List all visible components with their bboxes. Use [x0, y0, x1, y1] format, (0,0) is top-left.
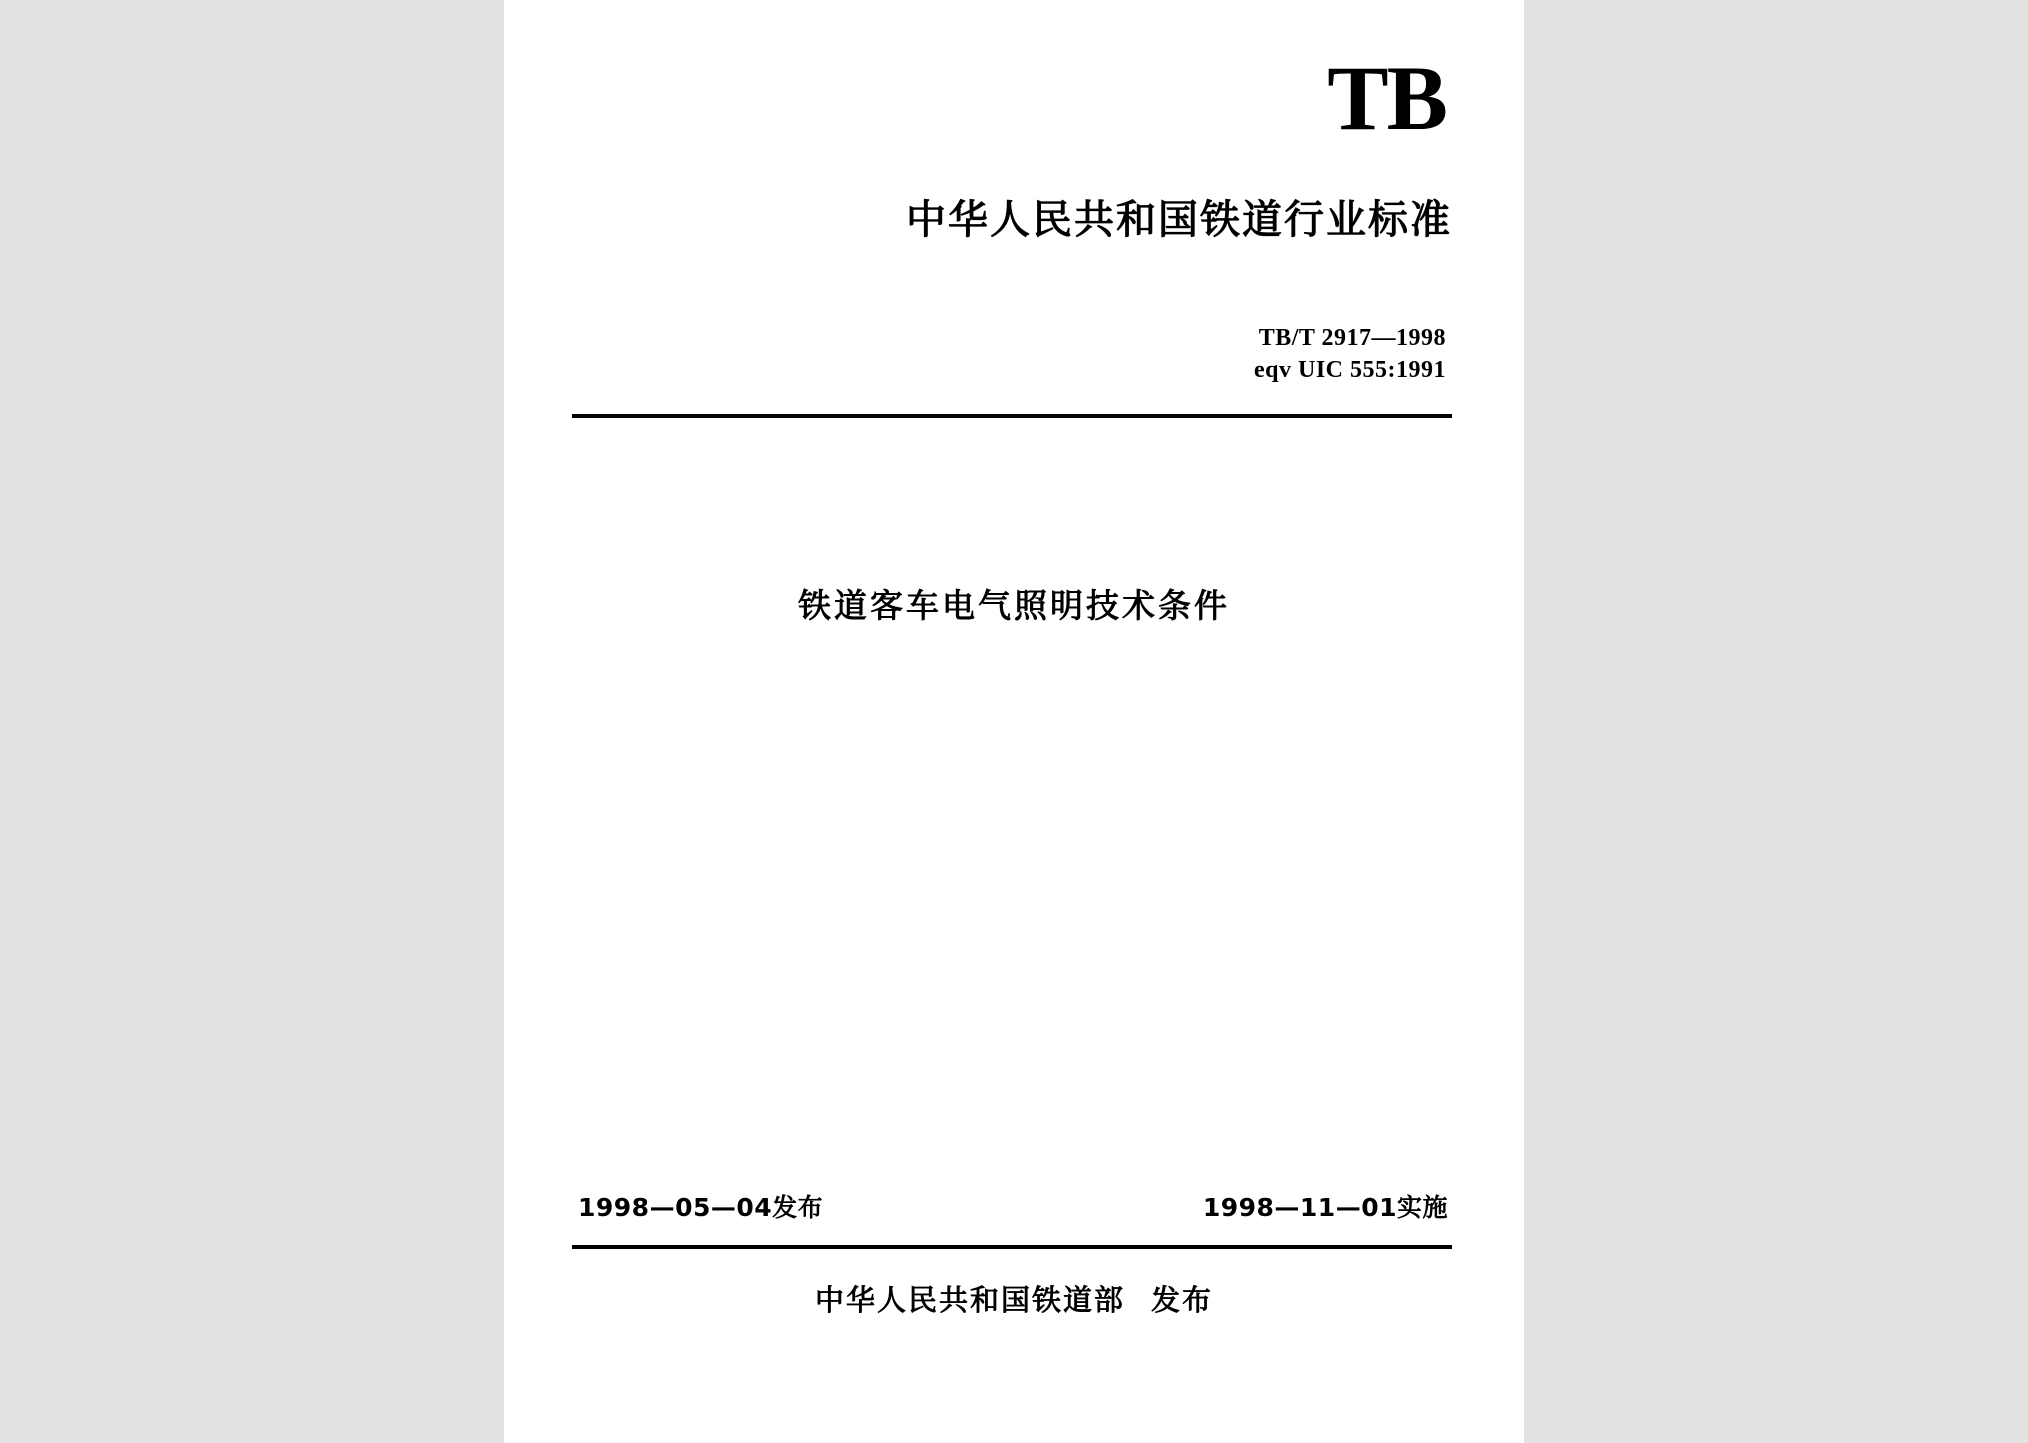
page-content: [504, 0, 1524, 1443]
dates-row: [572, 1188, 1452, 1224]
header-divider: [572, 414, 1452, 418]
equivalent-standard-number: eqv UIC 555:1991: [1254, 357, 1446, 384]
document-title: 铁道客车电气照明技术条件: [798, 586, 1230, 625]
publisher-action: 发布: [1151, 1283, 1214, 1317]
publisher-line: [504, 1278, 1524, 1319]
issue-date: 1998—05—04发布: [578, 1193, 824, 1222]
document-page: [504, 0, 1524, 1443]
organization-line: 中华人民共和国铁道行业标准: [906, 197, 1452, 243]
implementation-date: 1998—11—01实施: [1202, 1193, 1448, 1222]
tb-logo: TB: [1327, 47, 1446, 149]
standard-number: TB/T 2917—1998: [1258, 325, 1446, 351]
publisher-name: 中华人民共和国铁道部: [814, 1283, 1125, 1317]
standard-number-block: [1254, 322, 1446, 387]
footer-divider: [572, 1245, 1452, 1249]
